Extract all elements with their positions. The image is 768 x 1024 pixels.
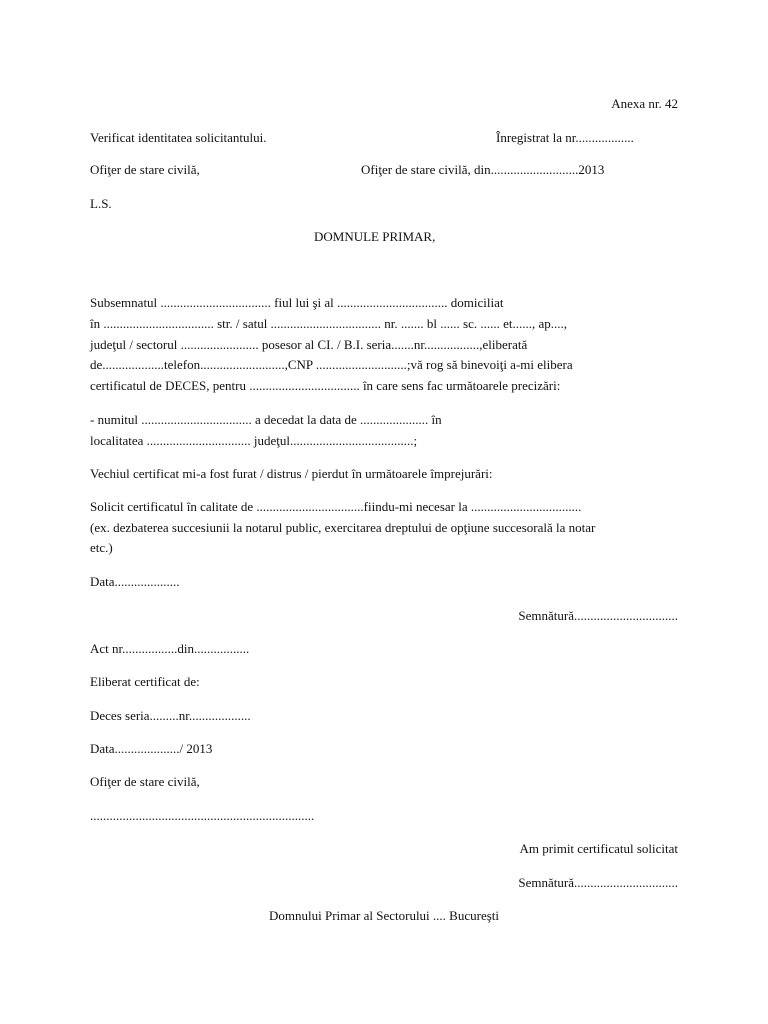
footer-address: Domnului Primar al Sectorului .... Bucureşti [269,908,499,923]
officer-left: Ofiţer de stare civilă, [90,162,200,177]
recipient-signature: Semnătură................................ [518,875,678,890]
annex-number: Anexa nr. 42 [611,96,678,111]
issue-date: Data..................../ 2013 [90,741,213,756]
officer-signature-dots: ..................................................................... [90,808,315,823]
act-number: Act nr.................din................. [90,641,250,656]
received-certificate: Am primit certificatul solicitat [519,841,678,856]
verified-identity: Verificat identitatea solicitantului. [90,130,267,145]
paragraph-line: - numitul .................................. a decedat la data de ..................... în [90,412,442,427]
death-series: Deces seria.........nr................... [90,708,251,723]
officer-bottom: Ofiţer de stare civilă, [90,774,200,789]
paragraph-line: de...................telefon..........................,CNP ............................;vă rog să binevoiţi a-mi elibera [90,357,573,372]
issued-certificate: Eliberat certificat de: [90,674,200,689]
date-field: Data.................... [90,574,180,589]
paragraph-line: certificatul de DECES, pentru .................................. în care sens fac următoarele precizări: [90,378,561,393]
paragraph-line: etc.) [90,540,113,555]
paragraph-line: judeţul / sectorul ........................ posesor al CI. / B.I. seria.......nr.................,eliberată [90,337,528,352]
paragraph-line: localitatea ................................ judeţul......................................; [90,433,418,448]
paragraph-lost-certificate: Vechiul certificat mi-a fost furat / distrus / pierdut în următoarele împrejurări: [90,466,493,481]
officer-right: Ofiţer de stare civilă, din...........................2013 [361,162,605,177]
paragraph-line: (ex. dezbaterea succesiunii la notarul public, exercitarea dreptului de opţiune succesorală la notar [90,520,596,535]
paragraph-line: Subsemnatul .................................. fiul lui şi al .................................. domiciliat [90,295,504,310]
page-title: DOMNULE PRIMAR, [314,229,436,244]
paragraph-line: în .................................. str. / satul .................................. nr. ....... bl ...... sc. ...... et......, ap...., [90,316,568,331]
signature-field: Semnătură................................ [518,608,678,623]
paragraph-line: Solicit certificatul în calitate de .................................fiindu-mi necesar la .................................. [90,499,582,514]
ls-stamp: L.S. [90,196,112,211]
registered-number: Înregistrat la nr.................. [496,130,634,145]
